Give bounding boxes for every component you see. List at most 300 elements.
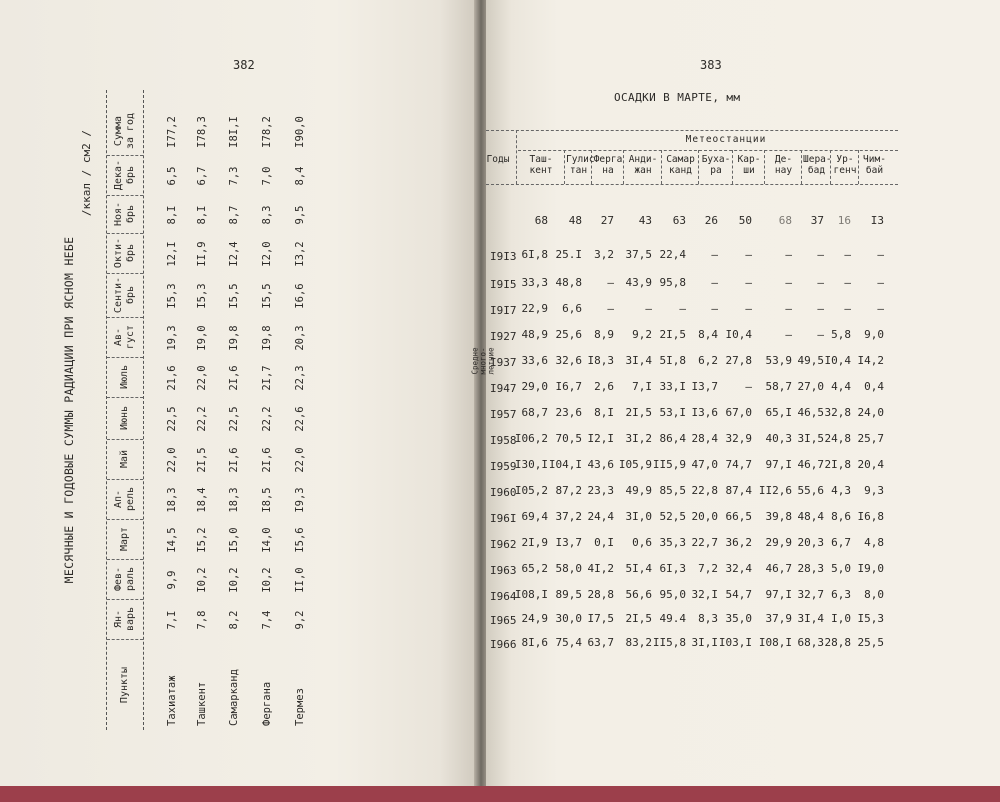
radiation-value: 21,6 xyxy=(166,365,178,391)
precipitation-value: 7,2 xyxy=(698,562,718,575)
table-top-rule xyxy=(486,130,898,131)
station-name: Термез xyxy=(294,688,306,726)
radiation-value: I0,2 xyxy=(228,567,240,593)
precipitation-value: 29,0 xyxy=(521,380,548,393)
radiation-value: 8,2 xyxy=(228,610,240,630)
precipitation-value: 7,I xyxy=(632,380,652,393)
radiation-col-header: Ян- варь xyxy=(107,599,143,640)
radiation-value: II,9 xyxy=(196,241,208,267)
precipitation-value: – xyxy=(745,302,752,315)
radiation-value: I78,2 xyxy=(261,116,273,148)
average-value: 68 xyxy=(534,214,548,227)
precipitation-value: 32,6 xyxy=(555,354,582,367)
precipitation-value: 2,6 xyxy=(594,380,614,393)
radiation-value: 7,3 xyxy=(228,166,240,186)
year-label: I959 xyxy=(490,460,517,473)
precipitation-value: 0,6 xyxy=(632,536,652,549)
radiation-value: 22,5 xyxy=(166,406,178,432)
radiation-table-header xyxy=(106,90,144,730)
precipitation-value: 87,2 xyxy=(555,484,582,497)
precipitation-value: – xyxy=(785,248,792,261)
years-column-rule xyxy=(516,130,517,184)
radiation-row xyxy=(257,90,277,730)
precipitation-value: – xyxy=(711,248,718,261)
precipitation-value: 56,6 xyxy=(625,588,652,601)
radiation-col-header: Сумма за год xyxy=(107,107,143,156)
precipitation-value: 5I,4 xyxy=(625,562,652,575)
precipitation-value: 32,7 xyxy=(797,588,824,601)
table-header-rule xyxy=(486,184,898,185)
precipitation-value: 37,5 xyxy=(625,248,652,261)
precipitation-value: – xyxy=(607,276,614,289)
year-label: I962 xyxy=(490,538,517,551)
precipitation-value: 47,0 xyxy=(691,458,718,471)
precipitation-value: 97,I xyxy=(765,588,792,601)
radiation-value: I5,6 xyxy=(294,527,306,553)
precipitation-value: 68,3 xyxy=(797,636,824,649)
precipitation-value: 8,6 xyxy=(831,510,851,523)
precipitation-value: 9,2 xyxy=(632,328,652,341)
radiation-row xyxy=(290,90,310,730)
precipitation-value: 66,5 xyxy=(725,510,752,523)
station-header: Шера- бад xyxy=(803,154,832,176)
radiation-value: 9,9 xyxy=(166,570,178,590)
station-column-rule xyxy=(623,150,624,184)
station-column-rule xyxy=(661,150,662,184)
radiation-row xyxy=(192,90,212,730)
radiation-value: 9,5 xyxy=(294,205,306,225)
year-label: I964 xyxy=(490,590,517,603)
precipitation-value: 5,0 xyxy=(831,562,851,575)
average-value: 63 xyxy=(672,214,686,227)
precipitation-value: II2,6 xyxy=(758,484,792,497)
radiation-value: 6,5 xyxy=(166,166,178,186)
precipitation-value: 37,2 xyxy=(555,510,582,523)
radiation-value: 22,0 xyxy=(166,447,178,473)
radiation-value: 22,3 xyxy=(294,365,306,391)
background-band xyxy=(0,786,1000,802)
precipitation-value: 46,7 xyxy=(797,458,824,471)
precipitation-value: I2,I xyxy=(587,432,614,445)
year-label: I960 xyxy=(490,486,517,499)
radiation-value: 2I,6 xyxy=(228,365,240,391)
precipitation-value: 39,8 xyxy=(765,510,792,523)
precipitation-value: 6I,3 xyxy=(659,562,686,575)
radiation-col-header: Пункты xyxy=(119,666,130,704)
average-value: 43 xyxy=(638,214,652,227)
precipitation-value: – xyxy=(711,276,718,289)
radiation-value: 22,0 xyxy=(294,447,306,473)
precipitation-value: 48,9 xyxy=(521,328,548,341)
precipitation-value: 8,4 xyxy=(698,328,718,341)
precipitation-value: 24,8 xyxy=(824,432,851,445)
precipitation-value: 22,7 xyxy=(691,536,718,549)
average-value: 27 xyxy=(600,214,614,227)
radiation-value: 7,8 xyxy=(196,610,208,630)
precipitation-value: I05,9 xyxy=(618,458,652,471)
radiation-value: I78,3 xyxy=(196,116,208,148)
precipitation-value: 2I,5 xyxy=(625,406,652,419)
precipitation-value: 2I,5 xyxy=(625,612,652,625)
page-number-left: 382 xyxy=(233,58,255,72)
precipitation-value: I03,I xyxy=(718,636,752,649)
year-label: I937 xyxy=(490,356,517,369)
precipitation-value: 2I,8 xyxy=(824,458,851,471)
year-label: I958 xyxy=(490,434,517,447)
radiation-value: I8I,I xyxy=(228,116,240,148)
radiation-value: 8,7 xyxy=(228,205,240,225)
precipitation-value: 28,8 xyxy=(587,588,614,601)
average-value: 16 xyxy=(837,214,851,227)
precipitation-value: 58,7 xyxy=(765,380,792,393)
station-header: Де- нау xyxy=(774,154,793,176)
precipitation-value: – xyxy=(844,302,851,315)
precipitation-value: 22,4 xyxy=(659,248,686,261)
precipitation-value: 49,9 xyxy=(625,484,652,497)
precipitation-value: 48,8 xyxy=(555,276,582,289)
station-header: Ур- генч xyxy=(833,154,857,176)
radiation-value: 7,0 xyxy=(261,166,273,186)
radiation-value: 2I,5 xyxy=(196,447,208,473)
precipitation-value: – xyxy=(745,380,752,393)
station-column-rule xyxy=(732,150,733,184)
precipitation-value: – xyxy=(607,302,614,315)
station-column-rule xyxy=(858,150,859,184)
precipitation-value: – xyxy=(711,302,718,315)
precipitation-value: 9,3 xyxy=(864,484,884,497)
precipitation-value: 49,5 xyxy=(797,354,824,367)
radiation-value: 8,I xyxy=(196,205,208,225)
radiation-value: I8,5 xyxy=(261,487,273,513)
precipitation-value: 24,4 xyxy=(587,510,614,523)
precipitation-value: 40,3 xyxy=(765,432,792,445)
precipitation-value: 83,2 xyxy=(625,636,652,649)
precipitation-value: I0,4 xyxy=(725,328,752,341)
precipitation-value: 33,6 xyxy=(521,354,548,367)
radiation-value: 12,I xyxy=(166,241,178,267)
average-value: I3 xyxy=(870,214,884,227)
station-header: Ферга на xyxy=(593,154,623,176)
precipitation-value: I6,8 xyxy=(857,510,884,523)
radiation-value: I6,6 xyxy=(294,283,306,309)
precipitation-value: I3,7 xyxy=(555,536,582,549)
station-header: Кар- ши xyxy=(737,154,761,176)
precipitation-value: 25,6 xyxy=(555,328,582,341)
radiation-value: I5,3 xyxy=(196,283,208,309)
precipitation-value: 3I,4 xyxy=(625,354,652,367)
precipitation-value: 53,9 xyxy=(765,354,792,367)
radiation-value: 6,7 xyxy=(196,166,208,186)
precipitation-value: 8,9 xyxy=(594,328,614,341)
average-label: Средне много- летние xyxy=(470,347,496,375)
station-header: Гулис тан xyxy=(566,154,595,176)
precipitation-value: 30,0 xyxy=(555,612,582,625)
precipitation-value: 8,I xyxy=(594,406,614,419)
radiation-col-header: Фев- раль xyxy=(107,559,143,600)
radiation-col-header: Июнь xyxy=(107,397,143,440)
year-label: I947 xyxy=(490,382,517,395)
precipitation-value: 20,3 xyxy=(797,536,824,549)
precipitation-value: 65,2 xyxy=(521,562,548,575)
precipitation-value: 33,3 xyxy=(521,276,548,289)
precipitation-value: – xyxy=(877,276,884,289)
radiation-value: 2I,6 xyxy=(261,447,273,473)
precipitation-value: 97,I xyxy=(765,458,792,471)
radiation-col-header: Сенти- брь xyxy=(107,273,143,318)
precipitation-value: I08,I xyxy=(758,636,792,649)
precipitation-value: 4I,2 xyxy=(587,562,614,575)
radiation-value: I5,0 xyxy=(228,527,240,553)
precipitation-value: 29,9 xyxy=(765,536,792,549)
radiation-value: I5,5 xyxy=(228,283,240,309)
radiation-value: 22,2 xyxy=(261,406,273,432)
radiation-value: 8,4 xyxy=(294,166,306,186)
precipitation-value: 32,8 xyxy=(824,406,851,419)
station-column-rule xyxy=(698,150,699,184)
precipitation-value: 95,0 xyxy=(659,588,686,601)
precipitation-value: 9,0 xyxy=(864,328,884,341)
precipitation-value: 49.4 xyxy=(659,612,686,625)
average-value: 26 xyxy=(704,214,718,227)
precipitation-value: 86,4 xyxy=(659,432,686,445)
precipitation-value: 5I,8 xyxy=(659,354,686,367)
precipitation-value: 69,4 xyxy=(521,510,548,523)
radiation-value: 22,0 xyxy=(196,365,208,391)
radiation-value: 22,2 xyxy=(196,406,208,432)
precipitation-value: – xyxy=(645,302,652,315)
precipitation-value: 35,3 xyxy=(659,536,686,549)
precipitation-value: – xyxy=(877,248,884,261)
precipitation-value: – xyxy=(785,276,792,289)
radiation-table-title: МЕСЯЧНЫЕ И ГОДОВЫЕ СУММЫ РАДИАЦИИ ПРИ ЯСНОМ НЕБЕ xyxy=(62,236,76,584)
radiation-col-header: Ав- густ xyxy=(107,317,143,358)
precipitation-value: 43,9 xyxy=(625,276,652,289)
radiation-value: 8,3 xyxy=(261,205,273,225)
precipitation-value: II5,8 xyxy=(652,636,686,649)
radiation-value: 18,4 xyxy=(196,487,208,513)
precipitation-value: 25,5 xyxy=(857,636,884,649)
radiation-value: 9,2 xyxy=(294,610,306,630)
precipitation-value: – xyxy=(817,248,824,261)
radiation-value: I5,2 xyxy=(196,527,208,553)
precipitation-value: – xyxy=(844,248,851,261)
year-label: I96I xyxy=(490,512,517,525)
precipitation-value: 43,6 xyxy=(587,458,614,471)
precipitation-value: 3I,4 xyxy=(797,612,824,625)
precipitation-value: 24,0 xyxy=(857,406,884,419)
precipitation-value: 63,7 xyxy=(587,636,614,649)
radiation-value: I4,5 xyxy=(166,527,178,553)
precipitation-value: 68,7 xyxy=(521,406,548,419)
precipitation-value: 3I,0 xyxy=(625,510,652,523)
radiation-row xyxy=(162,90,182,730)
precipitation-value: – xyxy=(817,302,824,315)
precipitation-value: I3,7 xyxy=(691,380,718,393)
precipitation-value: – xyxy=(679,302,686,315)
radiation-col-header: Окти- брь xyxy=(107,233,143,274)
precipitation-value: – xyxy=(844,276,851,289)
precipitation-value: 46,7 xyxy=(765,562,792,575)
precipitation-value: 8I,6 xyxy=(521,636,548,649)
precipitation-value: 6,6 xyxy=(562,302,582,315)
average-value: 48 xyxy=(568,214,582,227)
precipitation-value: 6,2 xyxy=(698,354,718,367)
average-value: 50 xyxy=(738,214,752,227)
precipitation-value: 27,0 xyxy=(797,380,824,393)
precipitation-value: I9,0 xyxy=(857,562,884,575)
precipitation-value: 58,0 xyxy=(555,562,582,575)
precipitation-value: I05,2 xyxy=(514,484,548,497)
precipitation-value: 53,I xyxy=(659,406,686,419)
radiation-value: I5,5 xyxy=(261,283,273,309)
station-name: Ташкент xyxy=(196,681,208,726)
radiation-table xyxy=(62,90,337,730)
precipitation-value: 48,4 xyxy=(797,510,824,523)
precipitation-value: 3,2 xyxy=(594,248,614,261)
precipitation-value: 46,5 xyxy=(797,406,824,419)
radiation-table-unit: /ккал / см2 / xyxy=(80,130,93,217)
precipitation-value: 28,8 xyxy=(824,636,851,649)
radiation-value: I9,8 xyxy=(228,325,240,351)
radiation-value: 2I,7 xyxy=(261,365,273,391)
radiation-col-header: Март xyxy=(107,519,143,560)
year-label: I927 xyxy=(490,330,517,343)
precipitation-value: 20,4 xyxy=(857,458,884,471)
precipitation-table-title: ОСАДКИ В МАРТЕ, мм xyxy=(614,91,741,104)
precipitation-value: 4,4 xyxy=(831,380,851,393)
precipitation-value: II5,9 xyxy=(652,458,686,471)
precipitation-value: 0,4 xyxy=(864,380,884,393)
station-column-rule xyxy=(764,150,765,184)
radiation-value: I2,0 xyxy=(261,241,273,267)
radiation-value: I90,0 xyxy=(294,116,306,148)
precipitation-value: 3I,5 xyxy=(797,432,824,445)
precipitation-value: 8,0 xyxy=(864,588,884,601)
precipitation-value: I5,3 xyxy=(857,612,884,625)
station-column-rule xyxy=(564,150,565,184)
precipitation-value: 87,4 xyxy=(725,484,752,497)
station-header: Таш- кент xyxy=(529,154,553,176)
radiation-value: 7,I xyxy=(166,610,178,630)
precipitation-value: 4,8 xyxy=(864,536,884,549)
precipitation-value: – xyxy=(745,248,752,261)
precipitation-value: – xyxy=(817,276,824,289)
radiation-value: 20,3 xyxy=(294,325,306,351)
precipitation-value: 23,3 xyxy=(587,484,614,497)
precipitation-value: 3I,I xyxy=(691,636,718,649)
precipitation-value: – xyxy=(745,276,752,289)
precipitation-value: I8,3 xyxy=(587,354,614,367)
precipitation-value: 28,4 xyxy=(691,432,718,445)
precipitation-value: 3I,2 xyxy=(625,432,652,445)
radiation-value: I9,8 xyxy=(261,325,273,351)
precipitation-value: I,0 xyxy=(831,612,851,625)
precipitation-value: 89,5 xyxy=(555,588,582,601)
precipitation-value: 25.I xyxy=(555,248,582,261)
precipitation-value: 74,7 xyxy=(725,458,752,471)
precipitation-value: 67,0 xyxy=(725,406,752,419)
precipitation-value: 55,6 xyxy=(797,484,824,497)
precipitation-value: 32,I xyxy=(691,588,718,601)
radiation-col-header: Дека- брь xyxy=(107,155,143,196)
station-header: Буха- ра xyxy=(701,154,731,176)
radiation-value: 8,I xyxy=(166,205,178,225)
precipitation-value: I4,2 xyxy=(857,354,884,367)
station-header: Анди- жан xyxy=(628,154,658,176)
radiation-value: I0,2 xyxy=(196,567,208,593)
station-column-rule xyxy=(801,150,802,184)
year-label: I9I5 xyxy=(490,278,517,291)
precipitation-value: I08,I xyxy=(514,588,548,601)
radiation-value: I5,3 xyxy=(166,283,178,309)
precipitation-value: I6,7 xyxy=(555,380,582,393)
precipitation-value: I30,I xyxy=(514,458,548,471)
right-page xyxy=(470,0,1000,802)
year-label: I957 xyxy=(490,408,517,421)
precipitation-value: 6,7 xyxy=(831,536,851,549)
precipitation-value: 6,3 xyxy=(831,588,851,601)
radiation-col-header: Июль xyxy=(107,357,143,398)
precipitation-value: 2I,9 xyxy=(521,536,548,549)
radiation-value: I0,2 xyxy=(261,567,273,593)
precipitation-value: 75,4 xyxy=(555,636,582,649)
radiation-value: 7,4 xyxy=(261,610,273,630)
year-label: I963 xyxy=(490,564,517,577)
precipitation-value: 20,0 xyxy=(691,510,718,523)
radiation-col-header: Ноя- брь xyxy=(107,195,143,234)
precipitation-value: I0,4 xyxy=(824,354,851,367)
precipitation-value: 33,I xyxy=(659,380,686,393)
stations-group-header: Метеостанции xyxy=(685,134,767,145)
precipitation-value: 22,9 xyxy=(521,302,548,315)
precipitation-value: 0,I xyxy=(594,536,614,549)
radiation-value: I4,0 xyxy=(261,527,273,553)
years-header: Годы xyxy=(486,154,510,165)
page-number-right: 383 xyxy=(700,58,722,72)
precipitation-value: 37,9 xyxy=(765,612,792,625)
station-name: Самарканд xyxy=(228,669,240,726)
precipitation-value: 27,8 xyxy=(725,354,752,367)
radiation-value: 2I,6 xyxy=(228,447,240,473)
precipitation-value: 32,4 xyxy=(725,562,752,575)
radiation-value: I9,3 xyxy=(294,487,306,513)
radiation-value: 19,3 xyxy=(166,325,178,351)
precipitation-value: 85,5 xyxy=(659,484,686,497)
radiation-value: I9,0 xyxy=(196,325,208,351)
station-name: Фергана xyxy=(261,681,273,726)
station-name: Тахиатаж xyxy=(166,675,178,726)
precipitation-value: – xyxy=(785,302,792,315)
precipitation-value: 65,I xyxy=(765,406,792,419)
radiation-value: I3,2 xyxy=(294,241,306,267)
radiation-value: I77,2 xyxy=(166,116,178,148)
average-value: 68 xyxy=(778,214,792,227)
precipitation-value: 35,0 xyxy=(725,612,752,625)
radiation-value: 22,5 xyxy=(228,406,240,432)
precipitation-value: I04,I xyxy=(548,458,582,471)
radiation-value: I2,4 xyxy=(228,241,240,267)
radiation-value: II,0 xyxy=(294,567,306,593)
precipitation-value: 36,2 xyxy=(725,536,752,549)
precipitation-value: 24,9 xyxy=(521,612,548,625)
year-label: I965 xyxy=(490,614,517,627)
precipitation-value: 6I,8 xyxy=(521,248,548,261)
radiation-value: 18,3 xyxy=(228,487,240,513)
precipitation-value: I7,5 xyxy=(587,612,614,625)
radiation-row xyxy=(224,90,244,730)
precipitation-value: 25,7 xyxy=(857,432,884,445)
precipitation-value: 2I,5 xyxy=(659,328,686,341)
